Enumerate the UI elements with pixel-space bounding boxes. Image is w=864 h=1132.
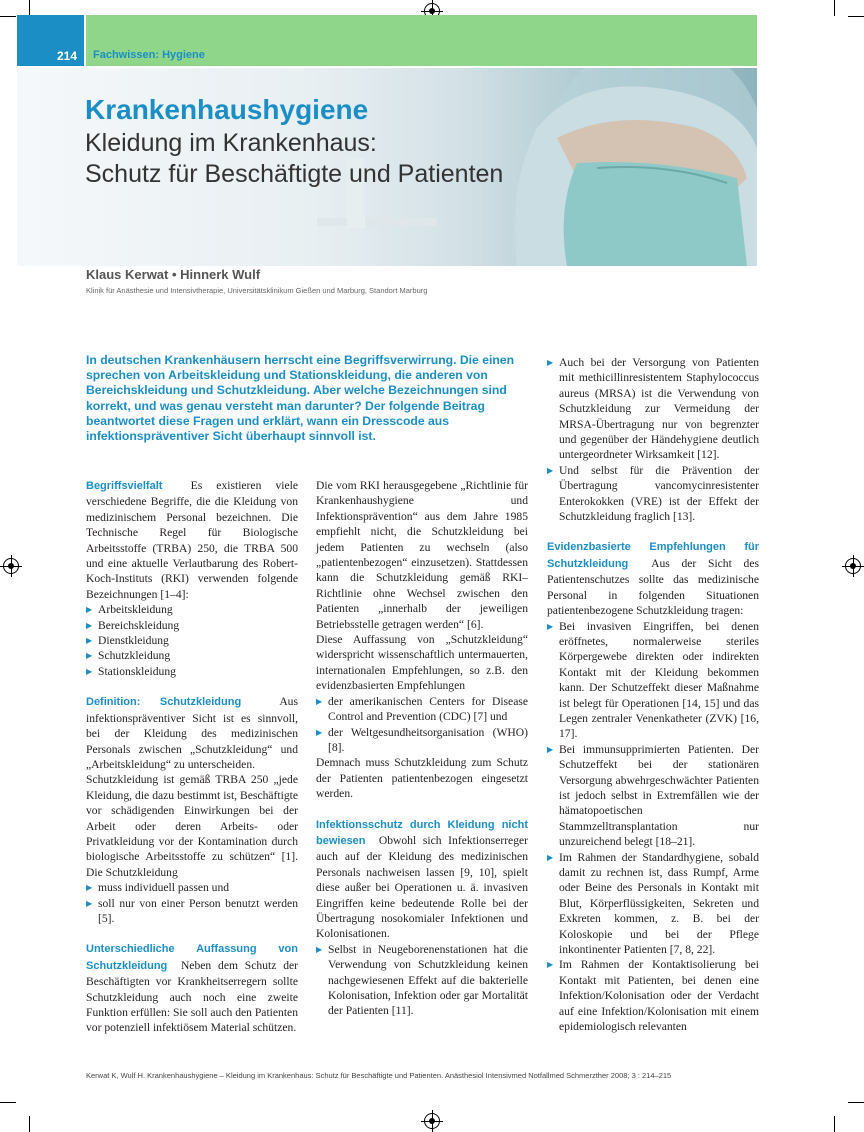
list-item: ▶ der amerikanischen Centers for Disease Control and Prevention (CDC) [7] und [316,694,528,725]
crop-mark-icon [29,0,30,16]
crop-mark-icon [848,16,864,17]
registration-mark-icon [424,1113,440,1129]
list-item: ▶ Bei immunsupprimierten Patienten. Der Schutzeffekt bei der stationären Versorgung abwehrgeschwächter Patienten ist jedoch selbst in Extremfällen wie der hämatopoetischen Stammzelltransplantation nur unzureichend belegt [18–21]. [547,742,759,850]
paragraph: Demnach muss Schutzkleidung zum Schutz der Patienten patientenbezogen eingesetzt werden. [316,756,528,801]
list-item: ▶ Bei invasiven Eingriffen, bei denen eröffnetes, normalerweise steriles Körpergewebe direkten oder indirekten Kontakt mit der Kleidung bekommen kann. Der Schutzeffekt dieser Maßnahme ist belegt für Operationen [14, 15] und das Legen zentraler Venenkatheter (ZVK) [16, 17]. [547,619,759,742]
list-item: ▶ der Weltgesundheitsorganisation (WHO) [8]. [316,725,528,756]
registration-mark-icon [845,558,861,574]
list-item: ▶ Dienstkleidung [86,633,298,648]
hero-image [17,68,757,266]
section-label: Fachwissen: Hygiene [86,15,757,66]
crop-mark-icon [0,1102,16,1103]
author-names: Klaus Kerwat • Hinnerk Wulf [86,267,261,282]
list-item: ▶ soll nur von einer Person benutzt werden [5]. [86,896,298,927]
list-item: ▶ Selbst in Neugeborenenstationen hat die Verwendung von Schutzkleidung keinen nachgewiesenen Effekt auf die bakterielle Kolonisation, Infektion oder gar Mortalität der Patienten [11]. [316,942,528,1019]
list-item: ▶ Im Rahmen der Kontaktisolierung bei Kontakt mit Patienten, bei denen eine Infektion/Kolonisation oder der Verdacht auf eine Infektion/Kolonisation mit einem epidemiologisch relevanten [547,957,759,1034]
list-item: ▶ Stationskleidung [86,664,298,679]
article-title: Krankenhaushygiene [85,94,369,125]
list-item: ▶ Schutzkleidung [86,648,298,663]
paragraph: Infektionsschutz durch Kleidung nicht bewiesen Obwohl sich Infektionserreger auch auf der Kleidung des medizinischen Personals nachweisen lassen [9, 10], spielt diese außer bei Operationen u. ä. invasiven Eingriffen keine bedeutende Rolle bei der Übertragung nosokomialer Infektionen und Kolonisationen. [316,818,529,941]
crop-mark-icon [29,1116,30,1132]
text-column-2 [316,478,528,1019]
article-subtitle: Kleidung im Krankenhaus: Schutz für Beschäftigte und Patienten [85,129,504,188]
lead-paragraph: In deutschen Krankenhäusern herrscht eine Begriffsverwirrung. Die einen sprechen von Arbeitskleidung und Stationskleidung, die anderen von Bereichskleidung und Schutzkleidung. Aber welche Bezeichnungen sind korrekt, und was genau versteht man darunter? Der folgende Beitrag beantwortet diese Fragen und erklärt, wann ein Dresscode aus infektionspräventiver Sicht überhaupt sinnvoll ist. [86,353,515,444]
paragraph: Evidenzbasierte Empfehlungen für Schutzkleidung Aus der Sicht des Patientenschutzes sollte das medizinische Personal in folgenden Situationen patientenbezogene Schutzkleidung tragen: [547,541,759,618]
paragraph: Die vom RKI herausgegebene „Richtlinie für Krankenhaushygiene und Infektionsprävention“ aus dem Jahre 1985 empfiehlt nicht, die Schutzkleidung bei jedem Patienten zu wechseln (also „patientenbezogen“ einzusetzen). Stattdessen kann die Schutzkleidung gemäß RKI–Richtlinie ohne Wechsel zwischen den Patienten „innerhalb der jeweiligen Betriebsstelle getragen werden“ [6]. [316,479,528,631]
text-column-3 [547,355,759,1034]
list-item: ▶ Und selbst für die Prävention der Übertragung vancomycinresistenter Enterokokken (VRE) ist der Effekt der Schutzkleidung fraglich [13]. [547,463,759,525]
crop-mark-icon [0,16,16,17]
crop-mark-icon [834,1116,835,1132]
list-item: ▶ Arbeitskleidung [86,602,298,617]
text-column-1 [86,478,298,1036]
registration-mark-icon [3,558,19,574]
paragraph: Begriffsvielfalt Es existieren viele verschiedene Begriffe, die die Kleidung von medizinischem Personal bezeichnen. Die Technische Regel für Biologische Arbeitsstoffe (TRBA) 250, die TRBA 500 und eine aktuelle Verlautbarung des Robert-Koch-Instituts (RKI) verwenden folgende Bezeichnungen [1–4]: [86,479,298,601]
crop-mark-icon [848,1102,864,1103]
paragraph: Schutzkleidung ist gemäß TRBA 250 „jede Kleidung, die dazu bestimmt ist, Beschäftigte vor schädigenden Einwirkungen bei der Arbeit oder deren Arbeits- oder Privatkleidung vor der Kontamination durch biologische Arbeitsstoffe zu schützen“ [1]. Die Schutzkleidung [86,773,298,879]
list-item: ▶ Bereichskleidung [86,618,298,633]
list-item: ▶ muss individuell passen und [86,880,298,895]
author-affiliation: Klinik für Anästhesie und Intensivtherapie, Universitätsklinikum Gießen und Marburg, Standort Marburg [86,286,428,295]
list-item: ▶ Auch bei der Versorgung von Patienten mit methicillinresistentem Staphylococcus aureus (MRSA) ist die Verwendung von Schutzkleidung zur Vermeidung der MRSA-Übertragung nur von begrenzter und gegenüber der Händehygiene deutlich untergeordneter Wirksamkeit [12]. [547,355,759,463]
crop-mark-icon [834,0,835,16]
paragraph: Definition: Schutzkleidung Aus infektionspräventiver Sicht ist es sinnvoll, bei der Kleidung des medizinischen Personals zwischen „Schutzkleidung“ und „Arbeitskleidung“ zu unterscheiden. [86,695,298,771]
citation-footer: Kerwat K, Wulf H. Krankenhaushygiene – Kleidung im Krankenhaus: Schutz für Beschäftigte und Patienten. Anästhesiol Intensivmed Notfallmed Schmerzther 2008; 3 : 214–215 [86,1071,672,1080]
page-number: 214 [17,15,84,66]
paragraph: Unterschiedliche Auffassung von Schutzkleidung Neben dem Schutz der Beschäftigten vor Krankheitserregern sollte Schutzkleidung auch noch eine zweite Funktion erfüllen: Sie soll auch den Patienten vor potenziell infektiösem Material schützen. [86,943,298,1035]
paragraph: Diese Auffassung von „Schutzkleidung“ widerspricht wissenschaftlich untermauerten, internationalen Empfehlungen, so z.B. den evidenzbasierten Empfehlungen [316,633,528,693]
list-item: ▶ Im Rahmen der Standardhygiene, sobald damit zu rechnen ist, dass Rumpf, Arme oder Beine des Personals in Kontakt mit Blut, Körperflüssigkeiten, Sekreten und Exkreten kommen, z. B. bei der Koloskopie und bei der Pflege inkontinenter Patienten [7, 8, 22]. [547,850,759,958]
